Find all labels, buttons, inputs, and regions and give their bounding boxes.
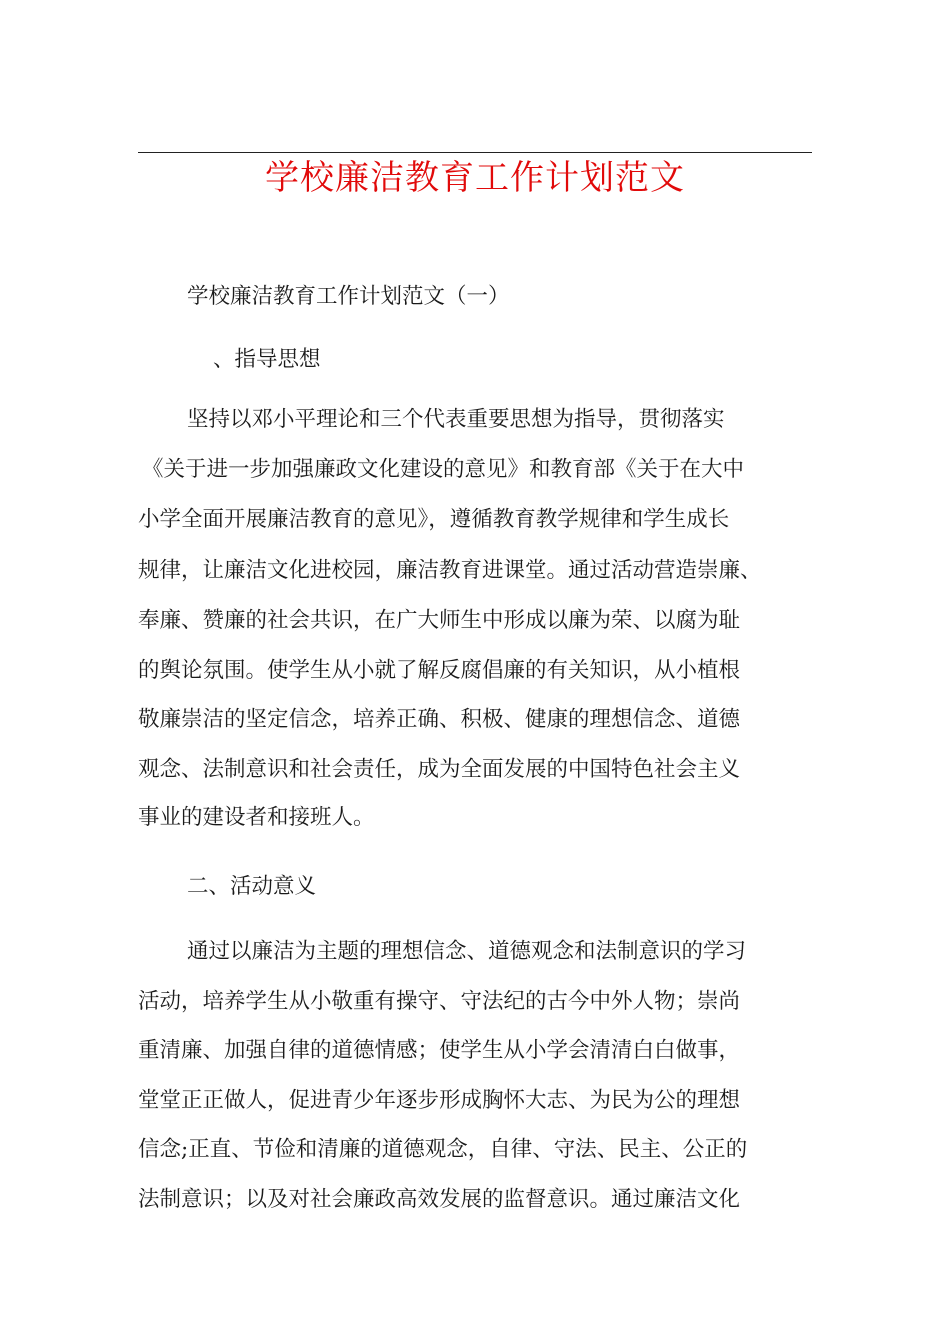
paragraph-line: 《关于进一步加强廉政文化建设的意见》和教育部《关于在大中: [142, 457, 745, 482]
paragraph-line: 法制意识；以及对社会廉政高效发展的监督意识。通过廉洁文化: [138, 1187, 741, 1212]
paragraph-line: 堂堂正正做人，促进青少年逐步形成胸怀大志、为民为公的理想: [138, 1088, 741, 1113]
document-subtitle: 学校廉洁教育工作计划范文（一）: [187, 284, 510, 309]
paragraph-line: 重清廉、加强自律的道德情感；使学生从小学会清清白白做事，: [138, 1038, 741, 1063]
paragraph-line: 规律，让廉洁文化进校园，廉洁教育进课堂。通过活动营造崇廉、: [138, 558, 762, 583]
paragraph-line: 敬廉崇洁的坚定信念，培养正确、积极、健康的理想信念、道德: [138, 707, 741, 732]
paragraph-line: 的舆论氛围。使学生从小就了解反腐倡廉的有关知识，从小植根: [138, 658, 741, 683]
paragraph-line: 通过以廉洁为主题的理想信念、道德观念和法制意识的学习: [187, 939, 747, 964]
section-heading-activity-significance: 二、活动意义: [187, 874, 317, 899]
paragraph-line: 活动，培养学生从小敬重有操守、守法纪的古今中外人物；崇尚: [138, 989, 741, 1014]
paragraph-line: 奉廉、赞廉的社会共识，在广大师生中形成以廉为荣、以腐为耻: [138, 608, 741, 633]
paragraph-line: 信念;正直、节俭和清廉的道德观念，自律、守法、民主、公正的: [138, 1137, 748, 1162]
document-title: 学校廉洁教育工作计划范文: [265, 158, 685, 198]
header-rule: [138, 152, 812, 153]
section-heading-guiding-ideology: 、指导思想: [213, 347, 321, 372]
paragraph-line: 坚持以邓小平理论和三个代表重要思想为指导，贯彻落实: [187, 407, 725, 432]
paragraph-line: 观念、法制意识和社会责任，成为全面发展的中国特色社会主义: [138, 757, 741, 782]
paragraph-line: 小学全面开展廉洁教育的意见》，遵循教育教学规律和学生成长: [138, 507, 730, 532]
paragraph-line: 事业的建设者和接班人。: [138, 805, 375, 830]
